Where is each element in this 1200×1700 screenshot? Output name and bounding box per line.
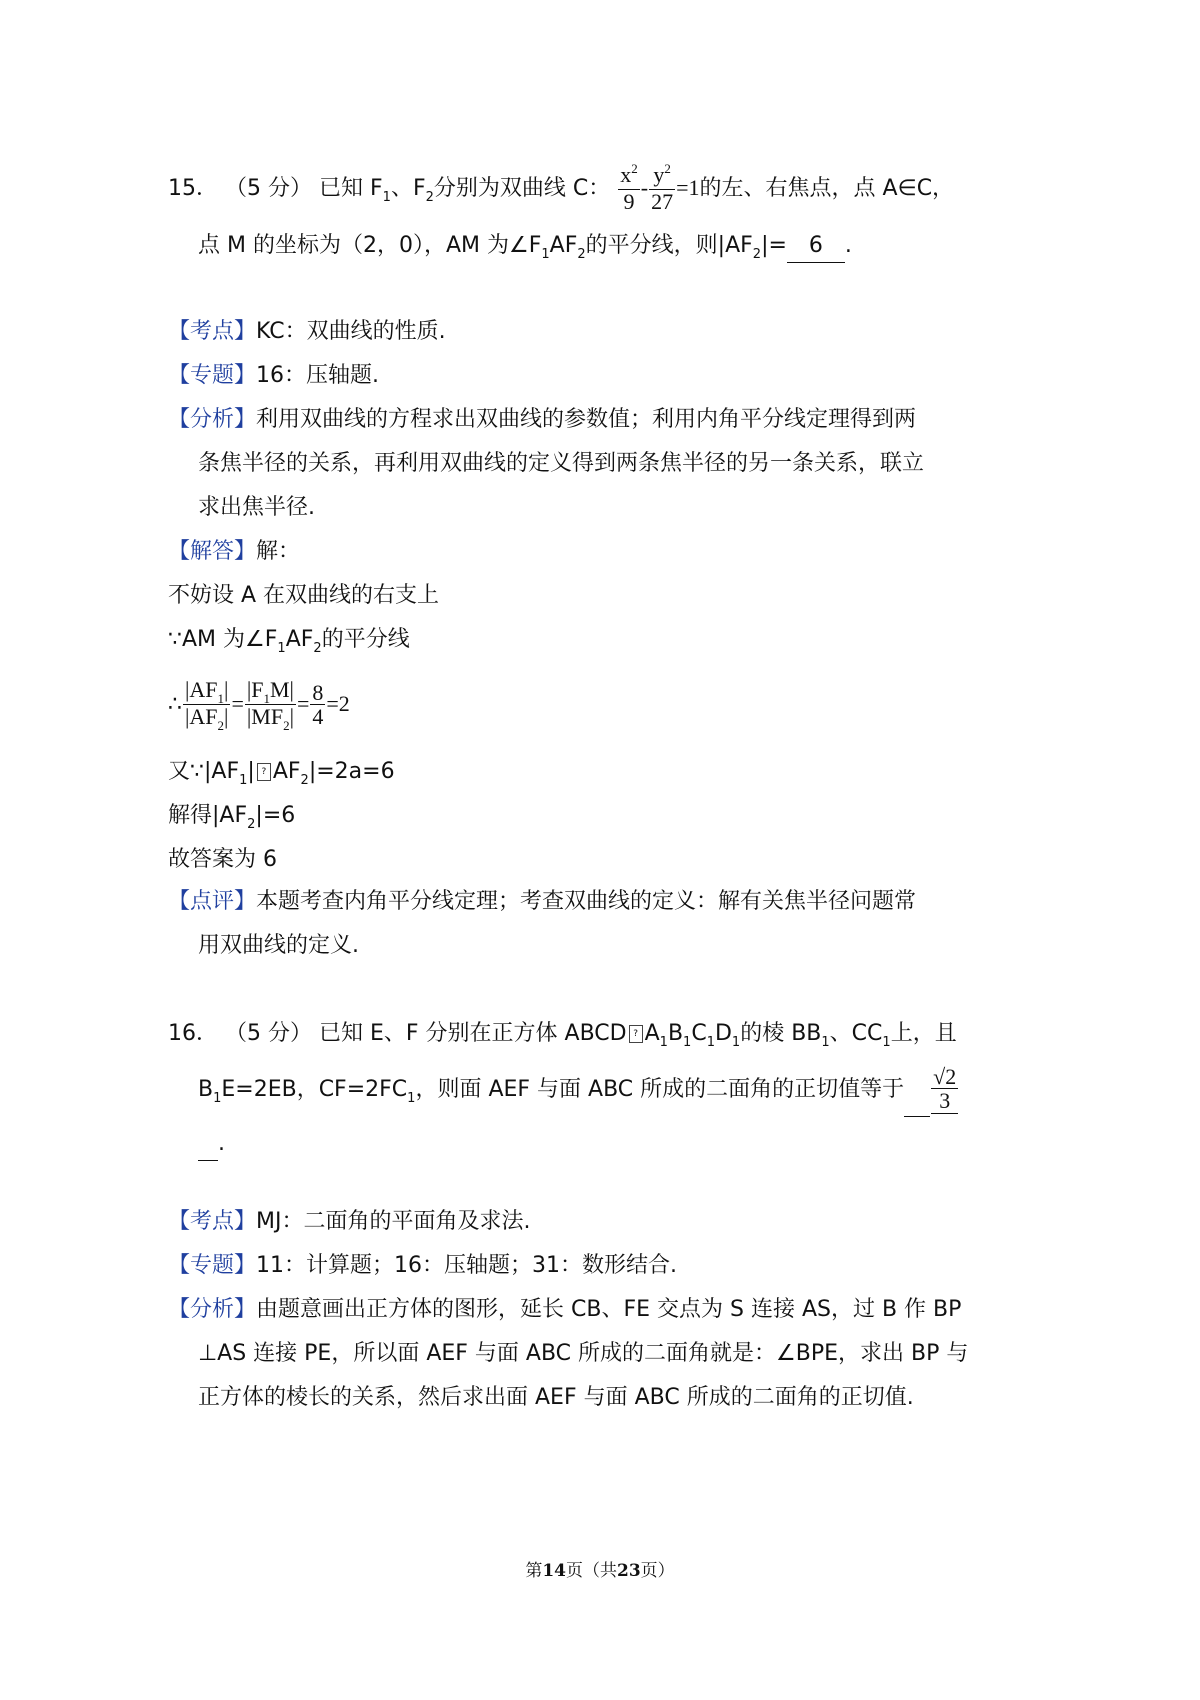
- q15-fenxi-3: 求出焦半径.: [198, 495, 315, 520]
- q15-dianping-2: 用双曲线的定义.: [198, 933, 359, 958]
- q15-kaodian: 【考点】KC：双曲线的性质.: [168, 319, 446, 344]
- q16-answer-blank-post: [198, 1128, 218, 1161]
- q15-answer: 6: [787, 230, 845, 263]
- q16-line-1: 16． （5 分） 已知 E、F 分别在正方体 ABCD ? $A_1B_1C_1D_1$的棱 $BB_1$、$CC_1$上，且: [168, 1021, 957, 1050]
- q16-kaodian: 【考点】MJ：二面角的平面角及求法.: [168, 1209, 531, 1234]
- q16-fenxi-2: ⊥AS 连接 PE，所以面 AEF 与面 ABC 所成的二面角就是：∠BPE，求出 BP 与: [198, 1341, 969, 1366]
- equation-x-fraction: $\frac{x^2}{9}$: [620, 161, 638, 214]
- ratio-8-4: $\frac{8}{4}$: [312, 679, 324, 729]
- page-footer: 第14页（共23页）: [525, 1561, 675, 1581]
- q15-fenxi-1: 【分析】利用双曲线的方程求出双曲线的参数值；利用内角平分线定理得到两: [168, 407, 917, 432]
- q15-dianping-1: 【点评】本题考查内角平分线定理；考查双曲线的定义：解有关焦半径问题常: [168, 889, 917, 914]
- q15-fenxi-2: 条焦半径的关系，再利用双曲线的定义得到两条焦半径的另一条关系，联立: [198, 451, 925, 476]
- q15-solution-6: 故答案为 6: [168, 847, 277, 872]
- q15-solution-5: 解得$|AF_2|=6$: [168, 803, 296, 832]
- q16-answer: $\frac{√2}{3}$: [933, 1064, 957, 1113]
- q16-line-3: .: [198, 1128, 225, 1161]
- page-number: 14: [542, 1561, 566, 1581]
- ratio-af1-af2: $\frac{|AF_1|}{|AF_2|}$: [185, 676, 229, 733]
- ratio-f1m-mf2: $\frac{|F_1M|}{|MF_2|}$: [246, 676, 294, 733]
- q15-solution-4: 又$\because|AF_1|$ ? $AF_2|=2a=6$: [168, 759, 395, 788]
- page-total: 23: [617, 1561, 641, 1581]
- q16-score: （5 分）: [225, 1021, 312, 1046]
- q16-line-2: $B_1E=2EB$，$CF=2FC_1$，则面 AEF 与面 ABC 所成的二面角的正切值等于 $\frac{√2}{3}$: [198, 1064, 959, 1119]
- q15-solution-1: 不妨设 A 在双曲线的右支上: [168, 583, 440, 608]
- missing-glyph-box: ?: [257, 763, 271, 781]
- q16-number: 16．: [168, 1021, 218, 1046]
- equation-y-fraction: $\frac{y^2}{27}$: [651, 161, 674, 214]
- q15-line-1: 15． （5 分） 已知 $F_1$、$F_2$分别为双曲线 C： $\frac{x^2}{9}$ - $\frac{y^2}{27}$ =1的左、右焦点，点 A∈C，: [168, 161, 955, 214]
- q15-jieda: 【解答】解：: [168, 539, 301, 564]
- q15-score: （5 分）: [225, 176, 312, 201]
- q15-number: 15．: [168, 176, 218, 201]
- q15-solution-2: ∵AM 为$\angle F_1AF_2$的平分线: [168, 627, 410, 656]
- q15-line-2: 点 M 的坐标为（2，0），AM 为$\angle F_1AF_2$的平分线，则$|AF_2|= 6$ .: [198, 230, 852, 265]
- q15-solution-3: ∴ $\frac{|AF_1|}{|AF_2|}$ = $\frac{|F_1M|}{|MF_2|}$ = $\frac{8}{4}$ =2: [168, 676, 350, 733]
- q15-zhuanti: 【专题】16：压轴题.: [168, 363, 380, 388]
- missing-glyph-box: ?: [629, 1025, 643, 1043]
- q16-zhuanti: 【专题】11：计算题；16：压轴题；31：数形结合.: [168, 1253, 677, 1278]
- q16-fenxi-1: 【分析】由题意画出正方体的图形，延长 CB、FE 交点为 S 连接 AS，过 B 作 BP: [168, 1297, 962, 1322]
- q16-answer-blank-pre: [904, 1064, 930, 1117]
- q16-fenxi-3: 正方体的棱长的关系，然后求出面 AEF 与面 ABC 所成的二面角的正切值.: [198, 1385, 914, 1410]
